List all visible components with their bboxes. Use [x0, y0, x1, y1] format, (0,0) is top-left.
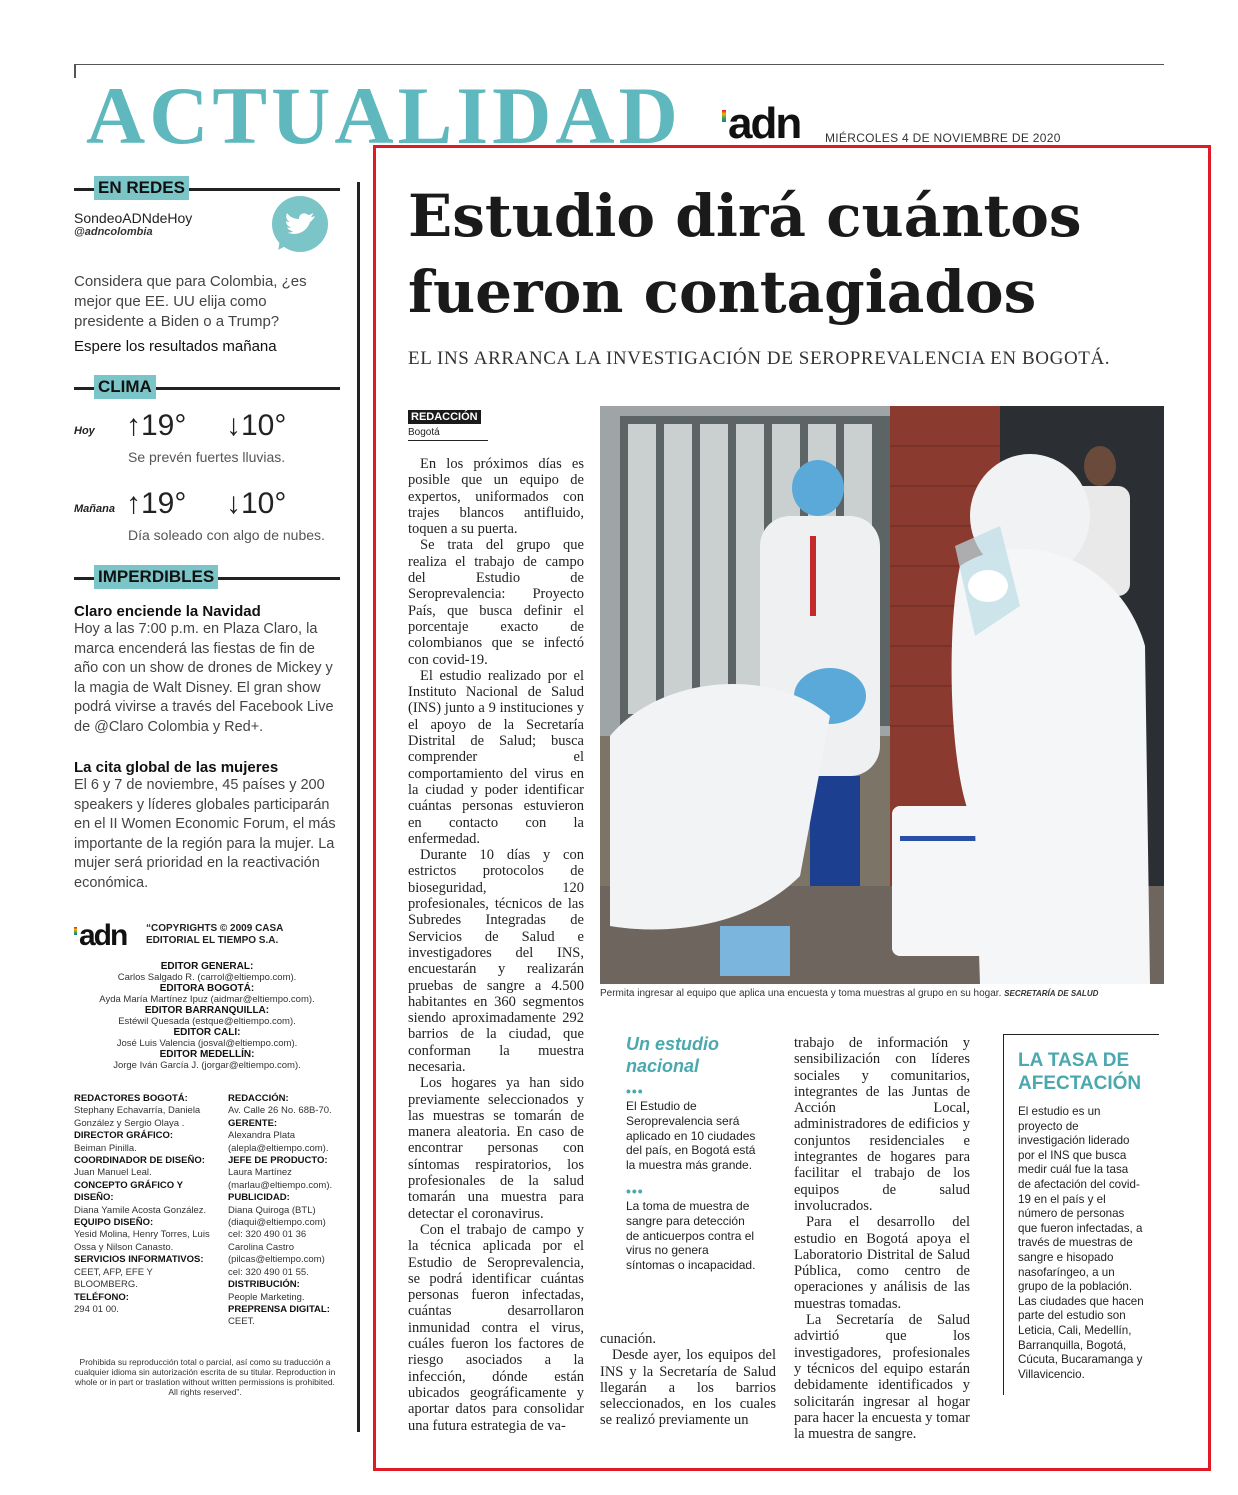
- twitter-user: SondeoADNdeHoy: [74, 210, 193, 226]
- staff-text: Av. Calle 26 No. 68B-70.: [228, 1105, 332, 1117]
- clima-low: ↓10°: [226, 487, 287, 520]
- staff-entry: [74, 1130, 214, 1155]
- staff-role: JEFE DE PRODUCTO:: [228, 1155, 328, 1167]
- clima-tomorrow: [74, 485, 340, 563]
- clima-high: ↑19°: [126, 487, 187, 520]
- article-paragraph: Para el desarrollo del estudio en Bogotá apoya el Laboratorio Distrital de Salud Pública, como centro de operaciones y análisis de las muestras tomadas.: [794, 1214, 970, 1312]
- clima-label: CLIMA: [94, 375, 156, 399]
- imperdible-text: El 6 y 7 de noviembre, 45 países y 200 speakers y líderes globales participarán en el II Women Economic Forum, el más importante de la región para la mujer. La mujer será prioridad en la reactivación económica.: [74, 777, 336, 891]
- adn-logo: [722, 99, 801, 148]
- section-title: ACTUALIDAD: [86, 70, 682, 161]
- editor-role: EDITOR BARRANQUILLA:: [144, 1005, 270, 1016]
- editor-role: EDITOR MEDELLÍN:: [159, 1049, 255, 1060]
- editor-name: Jorge Iván García J. (jorgar@eltiempo.com).: [113, 1060, 301, 1071]
- editor-role: EDITORA BOGOTÁ:: [159, 983, 255, 994]
- tasa-box: [1003, 1034, 1159, 1395]
- staff-entry: [74, 1217, 214, 1254]
- column-divider: [357, 182, 360, 1432]
- staff-role: SERVICIOS INFORMATIVOS:: [74, 1254, 204, 1266]
- twitter-handle: @adncolombia: [74, 226, 153, 238]
- staff-column-1: [74, 1093, 214, 1316]
- byline-city: Bogotá: [408, 427, 488, 441]
- adn-logo-small: [74, 921, 126, 951]
- issue-date: MIÉRCOLES 4 DE NOVIEMBRE DE 2020: [825, 131, 1061, 145]
- staff-entry: [74, 1155, 214, 1180]
- staff-text: 294 01 00.: [74, 1303, 119, 1315]
- staff-text: Juan Manuel Leal.: [74, 1167, 152, 1179]
- article-paragraph: El estudio realizado por el Instituto Nacional de Salud (INS) junto a 9 instituciones y el apoyo de la Secretaría Distrital de Salud; busca comprender el comportamiento del virus en la ciudad y poder identificar cuántas personas estuvieron en contacto con la enfermedad.: [408, 667, 584, 847]
- staff-text: Diana Quiroga (BTL) (diaqui@eltiempo.com) cel: 320 490 01 36 Carolina Castro (pilcas@eltiempo.com) cel: 320 490 01 55.: [228, 1204, 326, 1278]
- copyright: “COPYRIGHTS © 2009 CASA EDITORIAL EL TIEMPO S.A.: [146, 923, 284, 946]
- staff-role: DIRECTOR GRÁFICO:: [74, 1130, 174, 1142]
- deck: EL INS ARRANCA LA INVESTIGACIÓN DE SEROPREVALENCIA EN BOGOTÁ.: [408, 348, 1111, 369]
- imperdible-title: Claro enciende la Navidad: [74, 603, 261, 620]
- staff-text: CEET.: [228, 1316, 255, 1328]
- article-paragraph: Desde ayer, los equipos del INS y la Secretaría de Salud llegarán a los barrios seleccionados, en los cuales se realizó previamente un: [600, 1347, 776, 1429]
- staff-entry: [228, 1279, 340, 1304]
- imperdible-title: La cita global de las mujeres: [74, 759, 279, 776]
- adn-logo-text: adn: [728, 99, 801, 148]
- byline: [408, 407, 488, 441]
- editor-name: Ayda María Martínez Ipuz (aidmar@eltiempo.com).: [99, 994, 315, 1005]
- imperdibles-header: [74, 565, 340, 589]
- staff-entry: [228, 1093, 340, 1118]
- article-paragraph: En los próximos días es posible que un equipo de expertos, uniformados con trajes blancos antifluido, toquen a su puerta.: [408, 456, 584, 538]
- staff-text: Laura Martínez (marlau@eltiempo.com).: [228, 1167, 333, 1191]
- clima-low: ↓10°: [226, 409, 287, 442]
- article-paragraph: Se trata del grupo que realiza el trabajo de campo del Estudio de Seroprevalencia: Proyecto País, que busca definir el porcentaje exacto de colombianos que se infectó con covid-19.: [408, 537, 584, 668]
- twitter-block: [74, 210, 340, 272]
- header-rule: [74, 64, 1164, 65]
- staff-entry: [74, 1180, 214, 1217]
- staff-role: PUBLICIDAD:: [228, 1192, 290, 1204]
- editor-name: José Luis Valencia (josval@eltiempo.com).: [116, 1038, 298, 1049]
- caption-credit: SECRETARÍA DE SALUD: [1004, 989, 1099, 998]
- clima-header: [74, 375, 340, 399]
- staff-text: People Marketing.: [228, 1291, 305, 1303]
- clima-day: Mañana: [74, 503, 115, 515]
- article-paragraph: Con el trabajo de campo y la técnica aplicada por el Estudio de Seroprevalencia, se podrá identificar cuántas personas fueron infectadas, cuántas desarrollaron inmunidad contra el virus, cuáles fueron los factores de riesgo asociados a la infección, dónde están ubicados geográficamente y aportar datos para consolidar una futura estrategia de va-: [408, 1221, 584, 1434]
- staff-entry: [228, 1192, 340, 1279]
- header-rule-tick: [74, 64, 76, 78]
- article-paragraph: trabajo de información y sensibilización con líderes sociales y comunitarios, integrantes de las Juntas de Acción Local, administradores de edificios y conjuntos residenciales e integrantes de hogares para facilitar el trabajo de los equipos de salud involucrados.: [794, 1035, 970, 1214]
- tasa-text: El estudio es un proyecto de investigación liderado por el INS que busca medir cuál fue la tasa de afectación del covid-19 en el país y el número de personas que fueron infectadas, a través de muestras de sangre e hisopado nasofaríngeo, a un grupo de la población. Las ciudades que hacen parte del estudio son Leticia, Cali, Medellín, Barranquilla, Bogotá, Cúcuta, Bucaramanga y Villavicencio.: [1018, 1105, 1144, 1381]
- left-column: [74, 170, 340, 1397]
- clima-high: ↑19°: [126, 409, 187, 442]
- staff-entry: [74, 1292, 214, 1317]
- caption-text: Permita ingresar al equipo que aplica una encuesta y toma muestras al grupo en su hogar.: [600, 988, 1002, 999]
- staff-text: Diana Yamile Acosta González.: [74, 1204, 207, 1216]
- editors-list: [74, 961, 340, 1071]
- article-column-1: [408, 456, 584, 1434]
- sidebar-box: [626, 1033, 756, 1273]
- article-paragraph: Durante 10 días y con estrictos protocolos de bioseguridad, 120 profesionales, técnicos de las Subredes Integradas de Servicios de Salud e investigadores del INS, encuestarán y realizarán pruebas de sangre a 4.500 habitantes en 360 segmentos siendo aproximadamente 292 barrios de la ciudad, que conforman la muestra necesaria.: [408, 847, 584, 1075]
- staff-role: COORDINADOR DE DISEÑO:: [74, 1155, 205, 1167]
- staff-role: REDACTORES BOGOTÁ:: [74, 1093, 188, 1104]
- staff-role: CONCEPTO GRÁFICO Y DISEÑO:: [74, 1179, 183, 1204]
- article-photo: [600, 406, 1164, 984]
- headline-line: Estudio dirá cuántos: [408, 182, 1082, 250]
- sidebar-item: La toma de muestra de sangre para detección de anticuerpos contra el virus no genera síntomas o incapacidad.: [626, 1198, 756, 1273]
- editor-name: Carlos Salgado R. (carrol@eltiempo.com).: [117, 972, 297, 983]
- staff-text: Alexandra Plata (alepla@eltiempo.com).: [228, 1130, 329, 1154]
- staff-entry: [228, 1155, 340, 1192]
- clima-today: [74, 407, 340, 485]
- staff-entry: [228, 1304, 340, 1329]
- clima-desc: Se prevén fuertes lluvias.: [128, 449, 286, 465]
- twitter-icon: [272, 196, 328, 252]
- staff-role: DISTRIBUCIÓN:: [228, 1279, 300, 1291]
- article-paragraph: Los hogares ya han sido previamente seleccionados y las muestras se tomarán de manera aleatoria. En caso de encontrar personas con síntomas respiratorios, los profesionales de la salud tomarán una muestra para detectar el coronavirus.: [408, 1075, 584, 1222]
- poll-question: Considera que para Colombia, ¿es mejor que EE. UU elija como presidente a Biden o a Trump?: [74, 273, 307, 330]
- bullet-dots: •••: [626, 1083, 644, 1099]
- byline-name: REDACCIÓN: [408, 410, 481, 424]
- clima-desc: Día soleado con algo de nubes.: [128, 527, 325, 543]
- staff-role: REDACCIÓN:: [228, 1093, 289, 1104]
- article-column-3: [794, 1035, 970, 1442]
- poll-note: Espere los resultados mañana: [74, 338, 277, 355]
- adn-logo-bars: [722, 110, 726, 122]
- bullet-dots: •••: [626, 1182, 644, 1199]
- photo-caption: [600, 988, 1098, 999]
- headline: [408, 178, 1188, 330]
- staff-entry: [74, 1254, 214, 1291]
- staff-role: TELÉFONO:: [74, 1291, 129, 1303]
- clima-day: Hoy: [74, 425, 95, 437]
- adn-logo-text: adn: [79, 919, 127, 952]
- staff-text: Stephany Echavarría, Daniela González y Sergio Olaya .: [74, 1105, 201, 1129]
- imperdibles-label: IMPERDIBLES: [94, 565, 218, 589]
- article-column-2: [600, 1331, 776, 1429]
- legal-notice: Prohibida su reproducción total o parcial, así como su traducción a cualquier idioma sin autorización escrita de su titular. Reproduction in whole or in part or traslation without written permissions is prohibited. All rights reserved”.: [74, 1357, 336, 1397]
- staff-entry: [228, 1118, 340, 1155]
- credits-header: [74, 921, 340, 961]
- editor-role: EDITOR CALI:: [173, 1027, 241, 1038]
- staff-text: Beiman Pinilla.: [74, 1142, 137, 1154]
- staff-column-2: [228, 1093, 340, 1329]
- sidebar-title: Un estudio nacional: [626, 1034, 719, 1076]
- editor-role: EDITOR GENERAL:: [160, 961, 254, 972]
- staff-entry: [74, 1093, 214, 1130]
- staff-role: EQUIPO DISEÑO:: [74, 1217, 154, 1229]
- editor-name: Estéwil Quesada (estque@eltiempo.com).: [118, 1016, 296, 1027]
- article-paragraph: La Secretaría de Salud advirtió que los investigadores, profesionales y técnicos del equipo estarán debidamente identificados y solicitarán ingresar al hogar para hacer la encuesta y tomar la muestra de sangre.: [794, 1312, 970, 1443]
- staff-role: GERENTE:: [228, 1117, 278, 1129]
- imperdible-text: Hoy a las 7:00 p.m. en Plaza Claro, la marca encenderá las fiestas de fin de año con un show de drones de Mickey y la magia de Walt Disney. El gran show podrá vivirse a través del Facebook Live de @Claro Colombia y Red+.: [74, 621, 334, 735]
- headline-line: fueron contagiados: [408, 258, 1037, 326]
- staff-columns: [74, 1093, 340, 1355]
- sidebar-item: El Estudio de Seroprevalencia será aplicado en 10 ciudades del país, en Bogotá está la muestra más grande.: [626, 1099, 756, 1173]
- staff-role: PREPRENSA DIGITAL:: [228, 1303, 330, 1315]
- article-paragraph: cunación.: [600, 1331, 656, 1347]
- en-redes-label: EN REDES: [94, 176, 189, 200]
- staff-text: CEET, AFP, EFE Y BLOOMBERG.: [74, 1266, 153, 1291]
- tasa-title: LA TASA DE AFECTACIÓN: [1018, 1050, 1142, 1094]
- staff-text: Yesid Molina, Henry Torres, Luis Ossa y Nilson Canasto.: [74, 1229, 210, 1253]
